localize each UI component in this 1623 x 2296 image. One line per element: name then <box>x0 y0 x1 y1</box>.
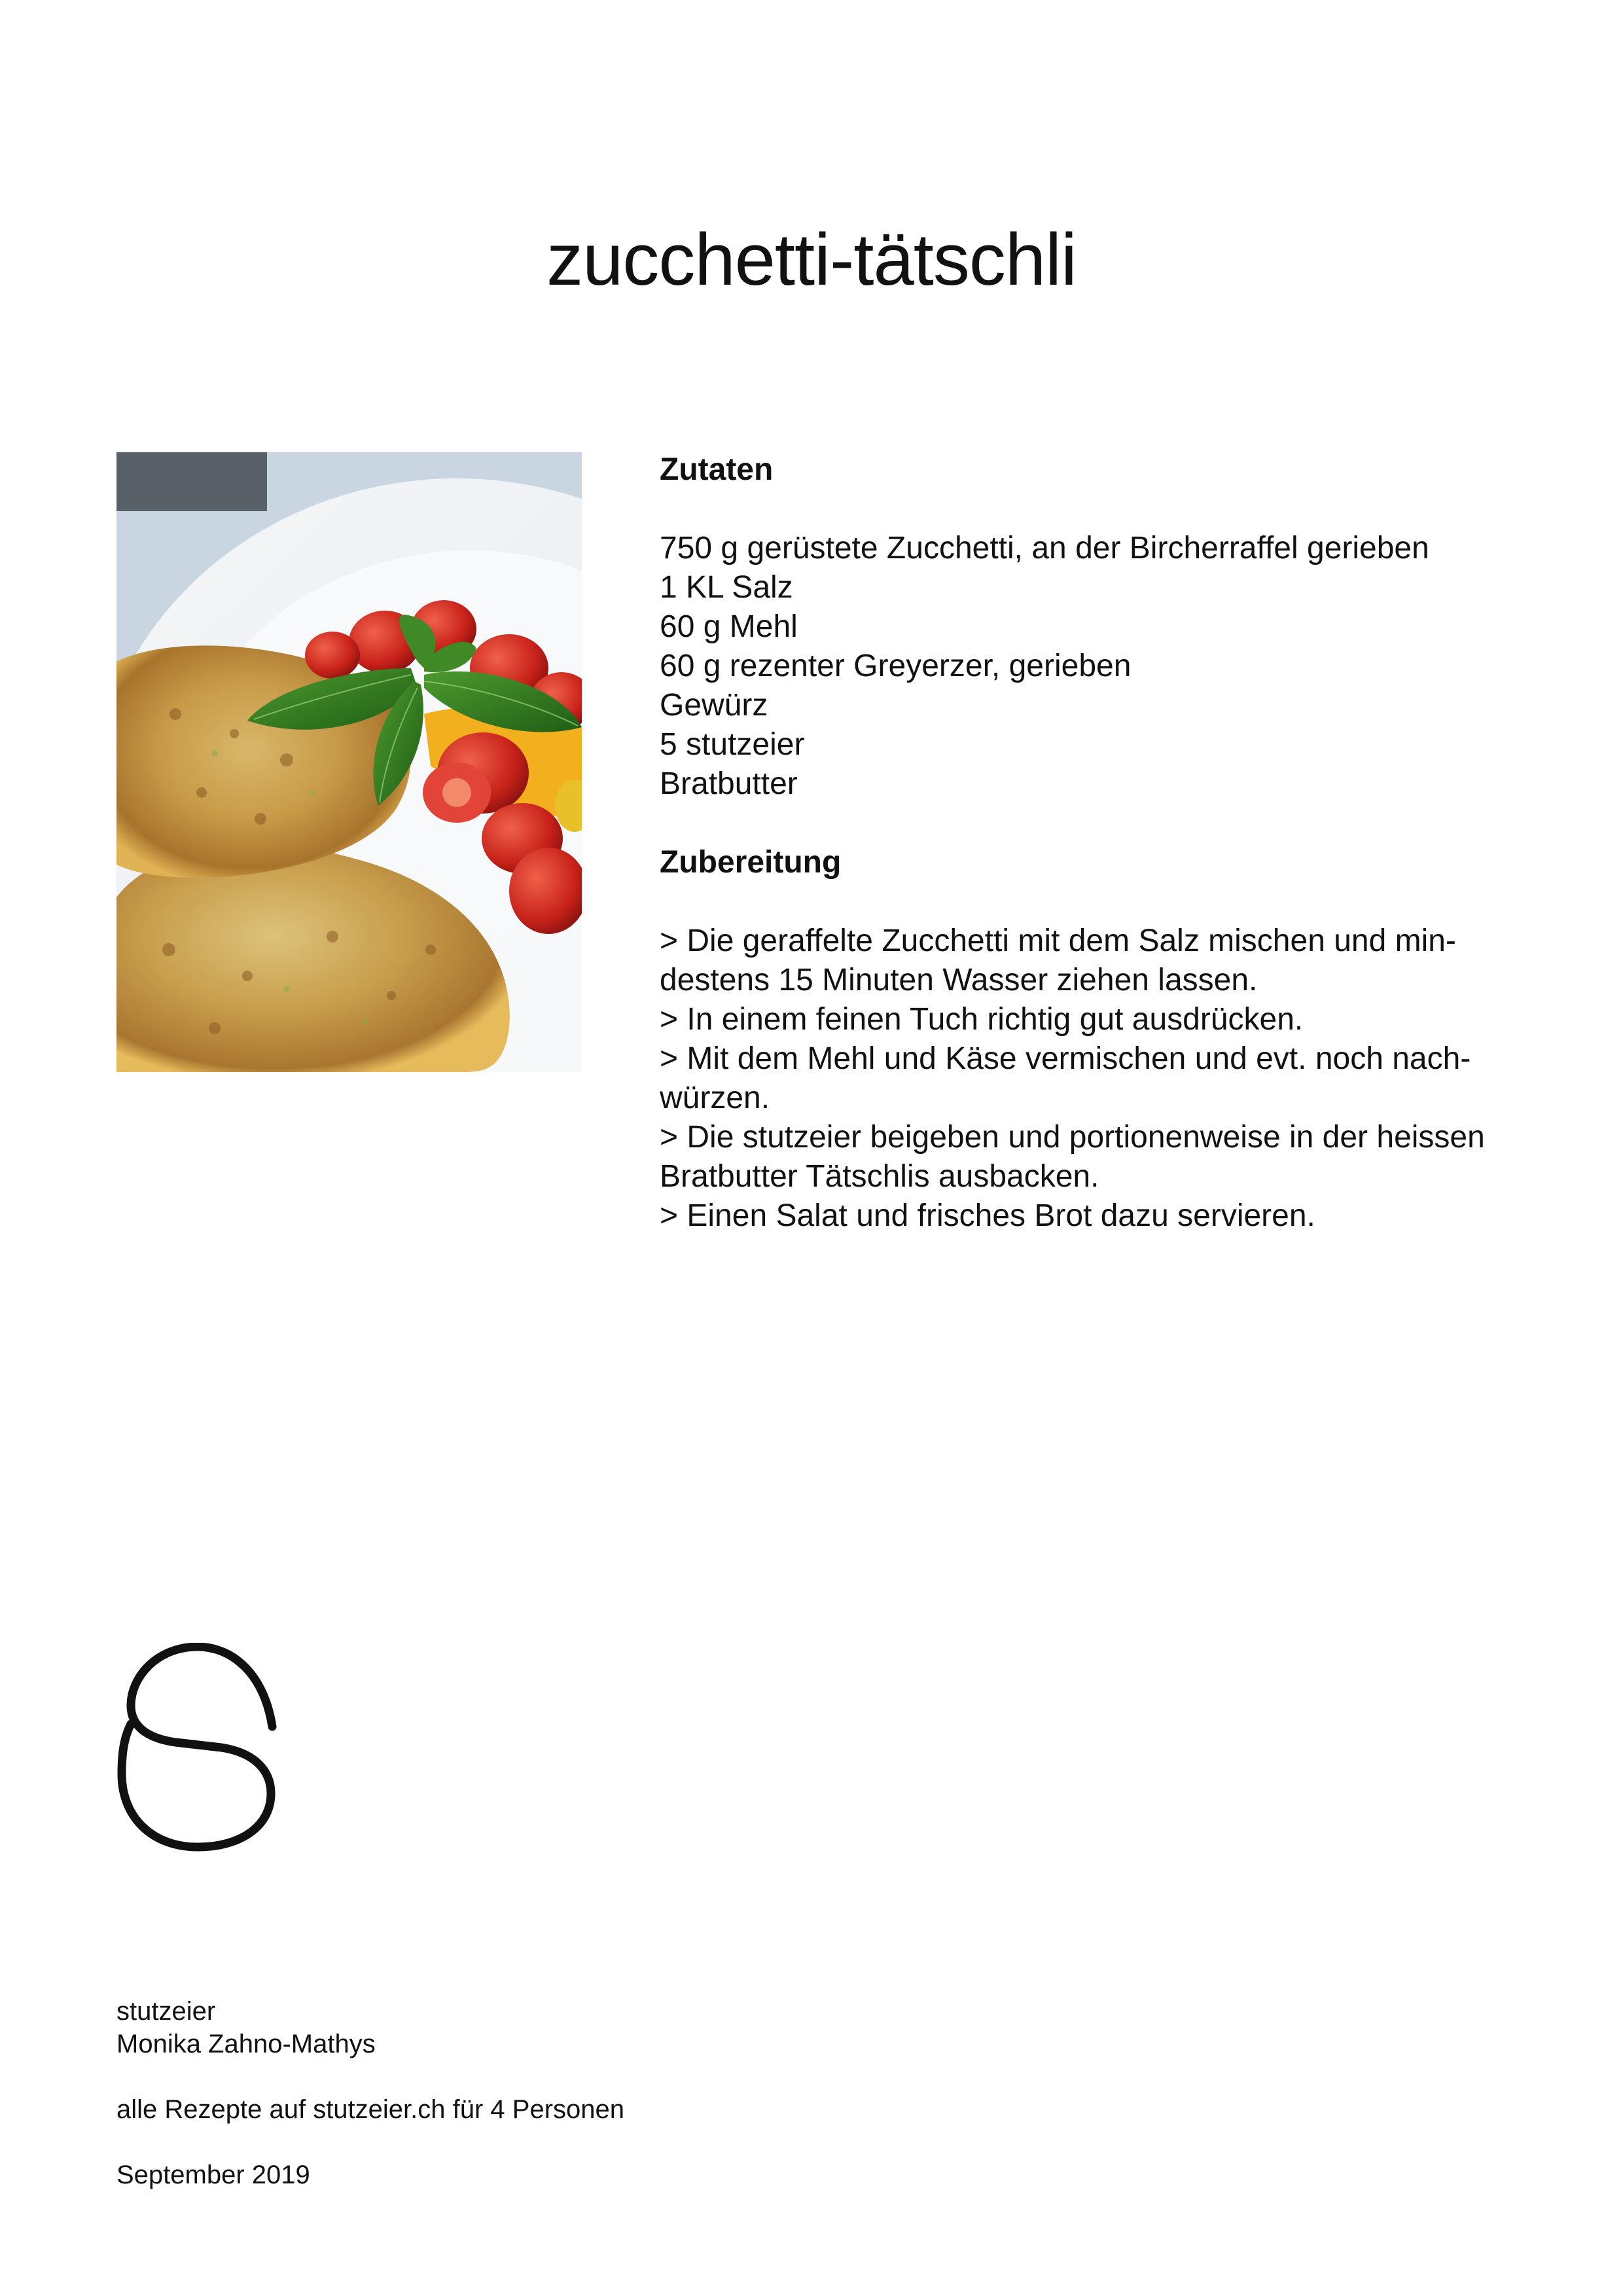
ingredient-item: 60 g Mehl <box>660 609 798 644</box>
footer-author: Monika Zahno-Mathys <box>116 2030 376 2058</box>
preparation-line: Bratbutter Tätschlis ausbacken. <box>660 1159 1099 1194</box>
spacer <box>660 882 1537 922</box>
footer-brand: stutzeier <box>116 1997 216 2026</box>
spacer <box>660 804 1537 843</box>
spacer <box>116 2060 902 2093</box>
preparation-line: > Einen Salat und frisches Brot dazu servieren. <box>660 1198 1315 1233</box>
preparation-line: > Die geraffelte Zucchetti mit dem Salz mischen und min- <box>660 924 1456 958</box>
ingredient-item: 1 KL Salz <box>660 570 793 605</box>
preparation-heading: Zubereitung <box>660 845 842 880</box>
spacer <box>116 2126 902 2159</box>
preparation-line: > Die stutzeier beigeben und portionenweise in der heissen <box>660 1120 1485 1155</box>
stutzeier-logo <box>116 1643 277 1852</box>
ingredients-heading: Zutaten <box>660 452 774 487</box>
ingredients-list <box>660 529 1537 804</box>
preparation-steps <box>660 922 1537 1236</box>
ingredient-item: 60 g rezenter Greyerzer, gerieben <box>660 649 1132 683</box>
preparation-line: destens 15 Minuten Wasser ziehen lassen. <box>660 963 1258 997</box>
ingredient-item: Gewürz <box>660 688 768 723</box>
spacer <box>660 490 1537 529</box>
footer-note: alle Rezepte auf stutzeier.ch für 4 Personen <box>116 2095 625 2124</box>
preparation-line: > In einem feinen Tuch richtig gut ausdrücken. <box>660 1002 1304 1037</box>
ingredient-item: 750 g gerüstete Zucchetti, an der Bircherraffel gerieben <box>660 531 1429 565</box>
footer-date: September 2019 <box>116 2161 310 2189</box>
recipe-content <box>660 450 1537 1236</box>
recipe-title: zucchetti-tätschli <box>546 219 1077 300</box>
stutzeier-s-egg-logo-icon <box>116 1643 277 1852</box>
ingredient-item: 5 stutzeier <box>660 727 805 762</box>
preparation-line: > Mit dem Mehl und Käse vermischen und evt. noch nach- <box>660 1041 1471 1076</box>
ingredient-item: Bratbutter <box>660 766 798 801</box>
recipe-photo <box>116 452 582 1072</box>
footer <box>116 1995 902 2191</box>
preparation-line: würzen. <box>660 1081 770 1115</box>
food-photo-image <box>116 452 582 1072</box>
